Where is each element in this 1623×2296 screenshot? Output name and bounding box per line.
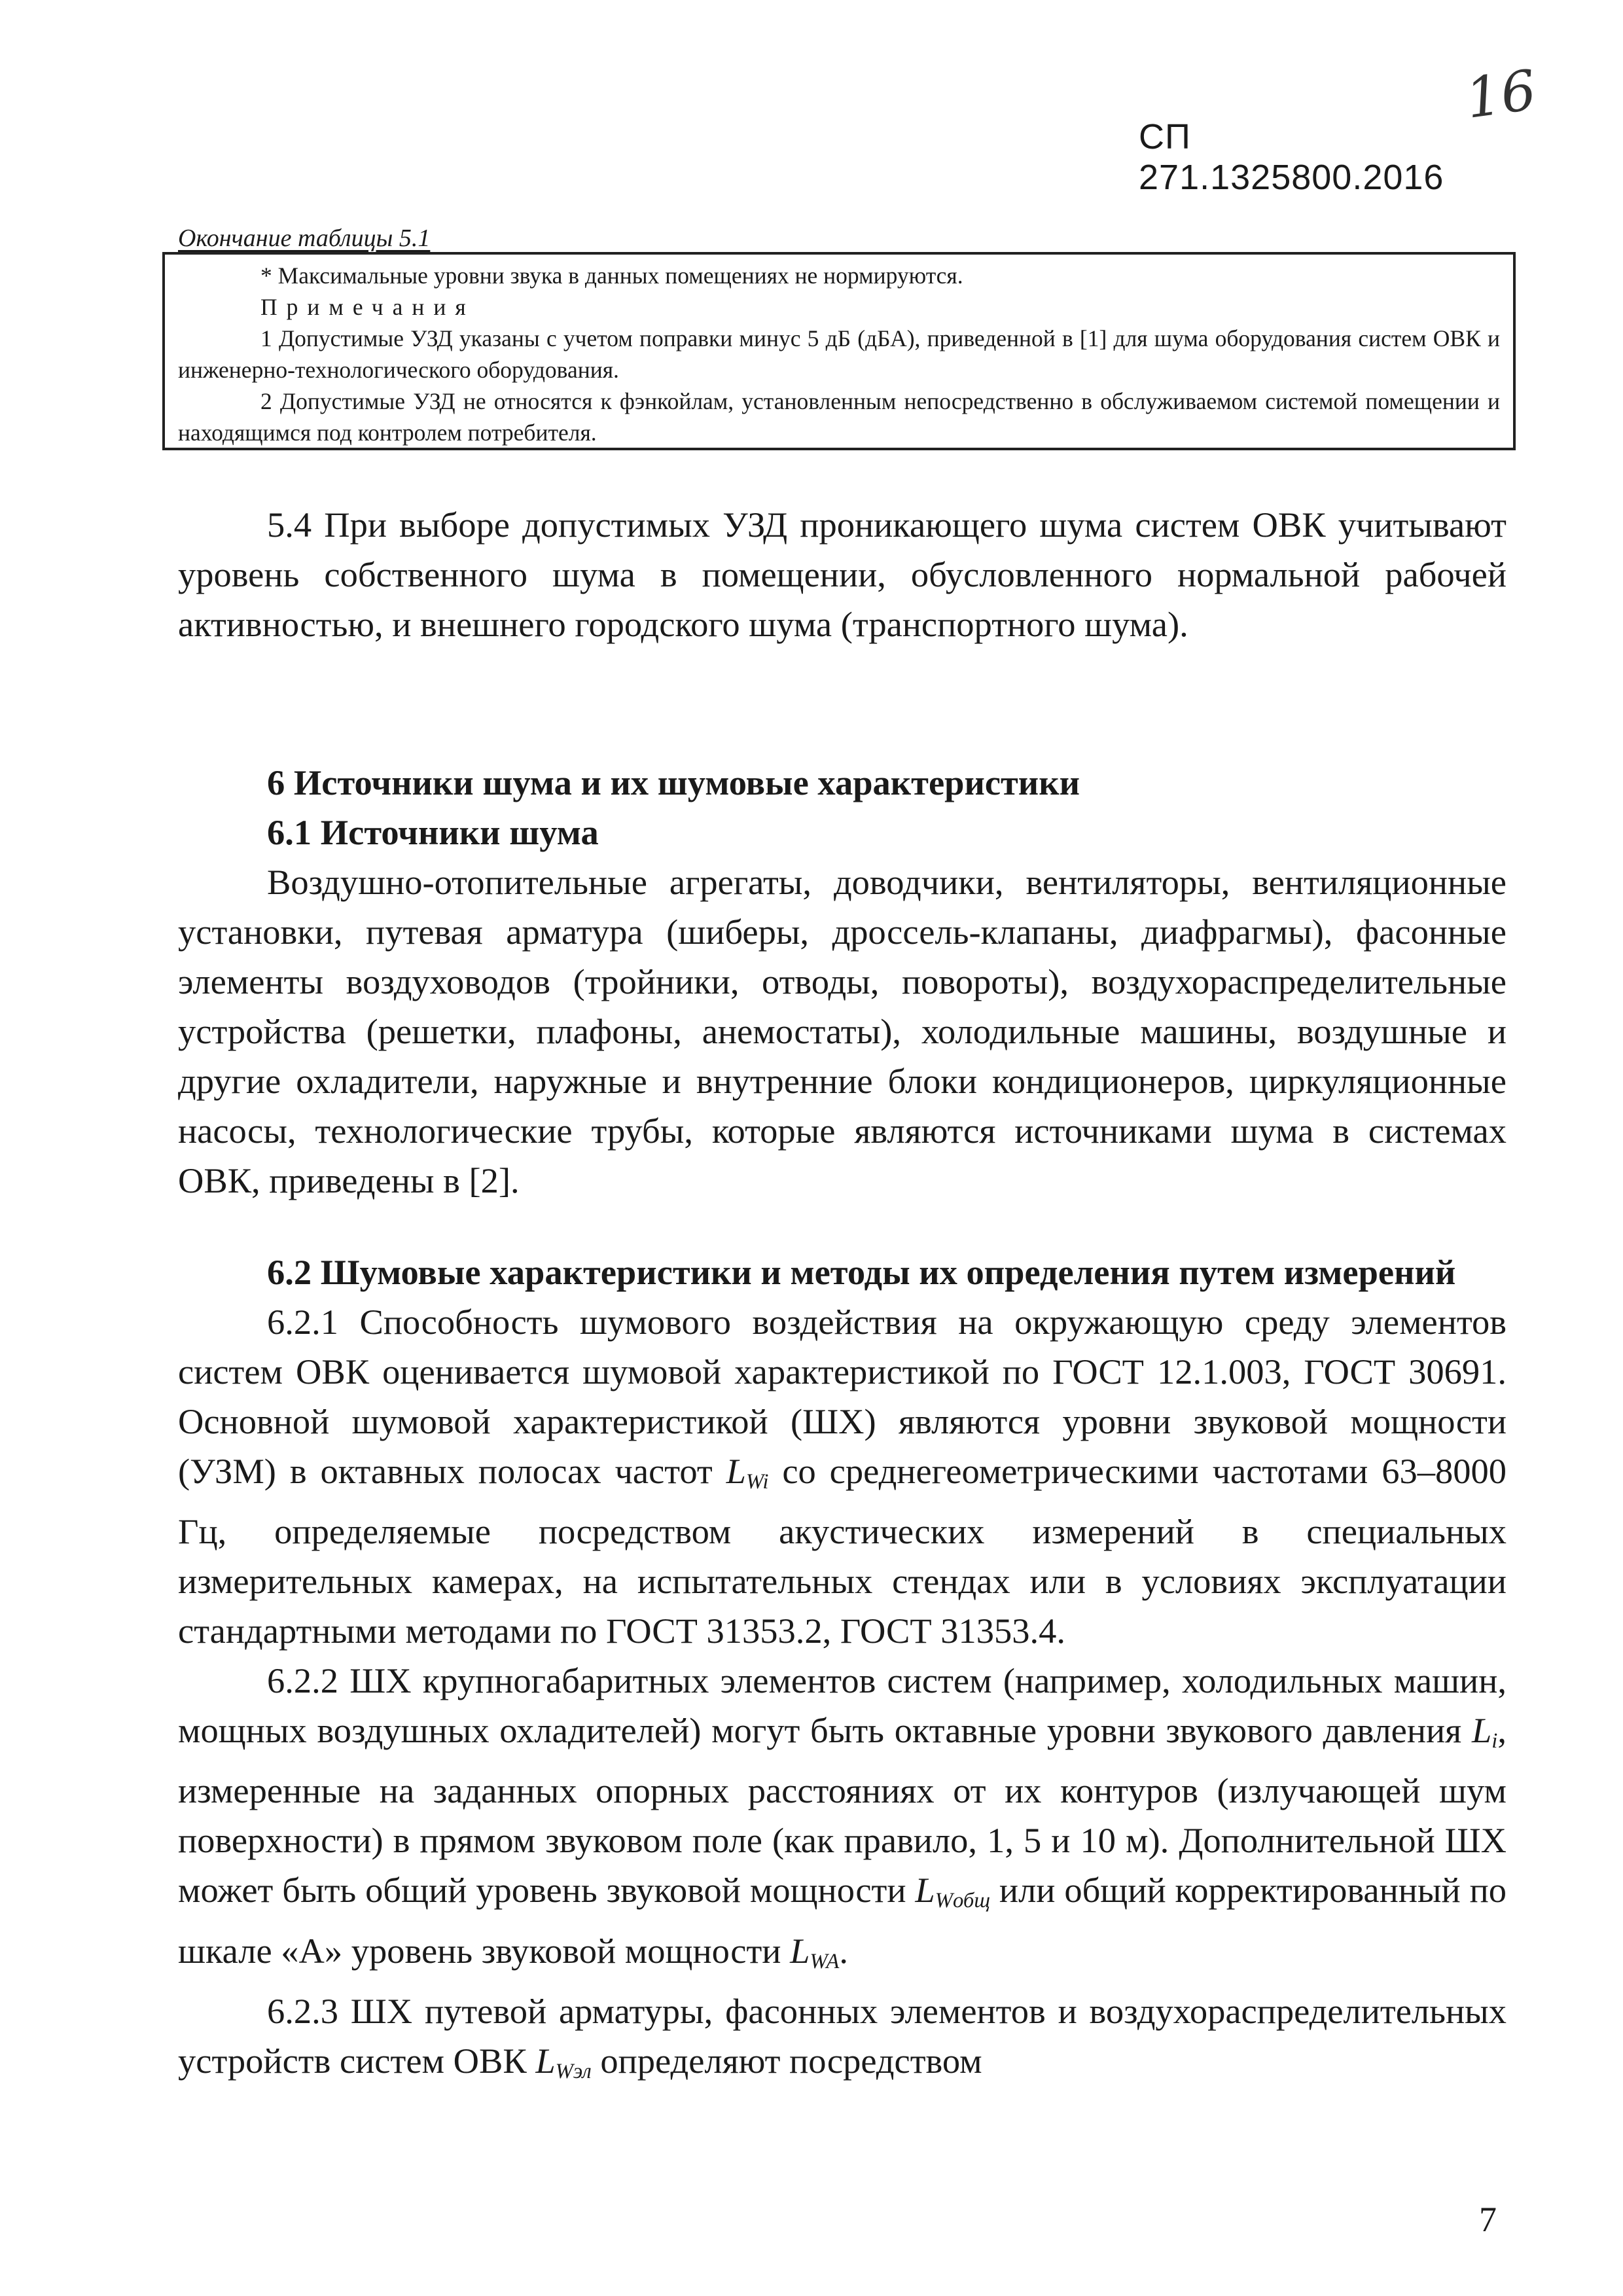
paragraph-6-2-1: 6.2.1 Способность шумового воздействия на окружающую среду элементов систем ОВК оценивается шумовой характеристикой по ГОСТ 12.1.003, ГОСТ 30691. Основной шумовой характеристикой (ШХ) являются уровни звуковой мощности (УЗМ) в октавных полосах частот $L_{Wi}$ со среднегеометрическими частотами 63–8000 Гц, определяемые посредством акустических измерений в специальных измерительных камерах, на испытательных стендах или в условиях эксплуатации стандартными методами по ГОСТ 31353.2, ГОСТ 31353.4. xyxy=(178,1302,1507,1651)
section-6-2-heading: 6.2 Шумовые характеристики и методы их определения путем измерений xyxy=(267,1252,1456,1292)
symbol-lwi: $L_{Wi}$ xyxy=(726,1451,769,1494)
symbol-lw-el: $L_{Wэл}$ xyxy=(535,2040,592,2083)
table-notes-box xyxy=(162,252,1516,450)
symbol-lw-total: $L_{Wобщ}$ xyxy=(915,1870,990,1913)
paragraph-5-4: 5.4 При выборе допустимых УЗД проникающего шума систем ОВК учитывают уровень собственного шума в помещении, обусловленного нормальной рабочей активностью, и внешнего городского шума (транспортного шума). xyxy=(178,505,1507,644)
document-code: СП 271.1325800.2016 xyxy=(1139,117,1444,197)
table-footnote: * Максимальные уровни звука в данных помещениях не нормируются. xyxy=(260,262,963,289)
page-number: 7 xyxy=(1479,2200,1497,2239)
note-2: 2 Допустимые УЗД не относятся к фэнкойлам, установленным непосредственно в обслуживаемом системой помещении и находящимся под контролем потребителя. xyxy=(178,388,1500,446)
section-6-heading: 6 Источники шума и их шумовые характеристики xyxy=(267,762,1080,802)
section-5-4 xyxy=(178,500,1507,649)
section-6 xyxy=(178,758,1507,1206)
symbol-lwa: $L_{WA}$ xyxy=(790,1930,840,1973)
symbol-li: $L_i$ xyxy=(1471,1710,1498,1753)
handwritten-page-number: 16 xyxy=(1461,58,1541,131)
section-6-1-heading: 6.1 Источники шума xyxy=(267,812,599,852)
note-1: 1 Допустимые УЗД указаны с учетом поправки минус 5 дБ (дБА), приведенной в [1] для шума оборудования систем ОВК и инженерно-технологического оборудования. xyxy=(178,325,1500,383)
paragraph-6-2-3: 6.2.3 ШХ путевой арматуры, фасонных элементов и воздухораспределительных устройств систем ОВК $L_{Wэл}$ определяют посредством xyxy=(178,1990,1507,2083)
table-caption: Окончание таблицы 5.1 xyxy=(178,224,431,252)
paragraph-6-1: Воздушно-отопительные агрегаты, доводчики, вентиляторы, вентиляционные установки, путевая арматура (шиберы, дроссель-клапаны, диафрагмы), фасонные элементы воздуховодов (тройники, отводы, повороты), воздухораспределительные устройства (решетки, плафоны, анемостаты), холодильные машины, воздушные и другие охладители, наружные и внутренние блоки кондиционеров, циркуляционные насосы, технологические трубы, которые являются источниками шума в системах ОВК, приведены в [2]. xyxy=(178,862,1507,1200)
section-6-2 xyxy=(178,1247,1507,2096)
notes-title: Примечания xyxy=(260,294,475,320)
paragraph-6-2-2: 6.2.2 ШХ крупногабаритных элементов систем (например, холодильных машин, мощных воздушных охладителей) могут быть октавные уровни звукового давления $L_i$, измеренные на заданных опорных расстояниях от их контуров (излучающей шум поверхности) в прямом звуковом поле (как правило, 1, 5 и 10 м). Дополнительной ШХ может быть общий уровень звуковой мощности $L_{Wобщ}$ или общий корректированный по шкале «А» уровень звуковой мощности $L_{WA}$. xyxy=(178,1660,1507,1973)
